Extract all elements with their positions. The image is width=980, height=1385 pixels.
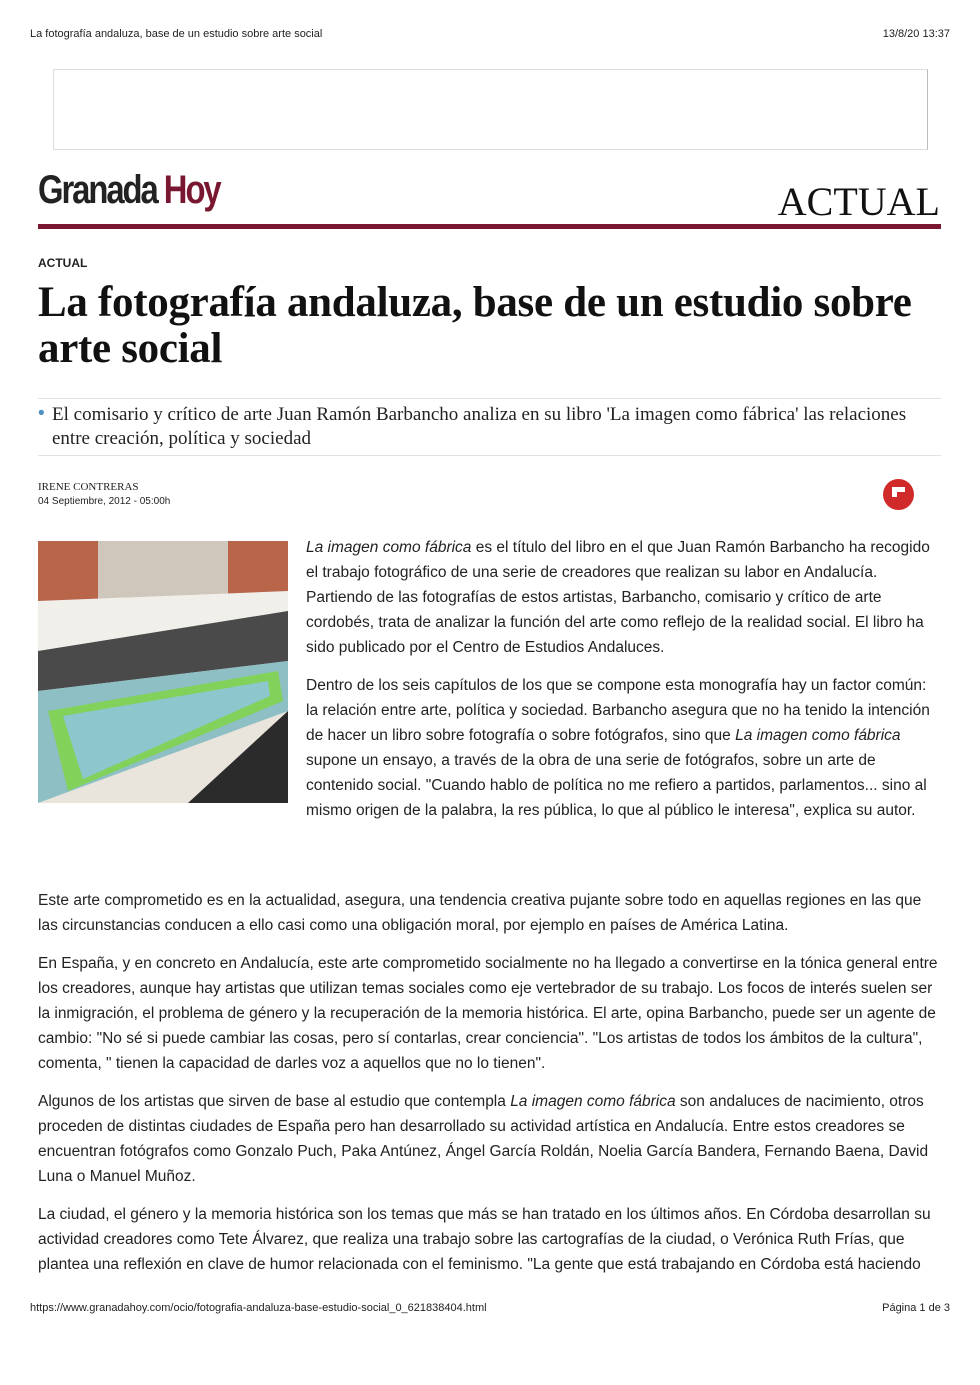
logo-text-granada: Granada	[38, 168, 157, 212]
print-footer-url: https://www.granadahoy.com/ocio/fotografia-andaluza-base-estudio-social_0_621838404.html	[30, 1302, 487, 1314]
paragraph	[38, 1089, 942, 1189]
print-footer-page: Página 1 de 3	[882, 1302, 950, 1314]
headline: La fotografía andaluza, base de un estudio sobre arte social	[38, 279, 912, 372]
paragraph: En España, y en concreto en Andalucía, este arte comprometido socialmente no ha llegado a convertirse en la tónica general entre los creadores, aunque hay artistas que utilizan temas sociales como eje vertebrador de su trabajo. Los focos de interés suelen ser la inmigración, el problema de género y la recuperación de la memoria histórica. El arte, opina Barbancho, puede ser un agente de cambio: "No sé si puede cambiar las cosas, pero sí contarlas, crear conciencia". "Los artistas de todos los ámbitos de la cultura", comenta, " tienen la capacidad de darles voz a aquellos que no lo tienen".	[38, 955, 938, 1072]
author[interactable]: IRENE CONTRERAS	[38, 481, 139, 493]
text: es el título del libro en el que Juan Ramón Barbancho ha recogido el trabajo fotográfico de una serie de creadores que realizan su labor en Andalucía. Partiendo de las fotografías de estos artistas, Barbancho, comisario y crítico de arte cordobés, trata de analizar la función del arte como reflejo de la realidad social. El libro ha sido publicado por el Centro de Estudios Andaluces.	[306, 539, 930, 656]
paragraph: Este arte comprometido es en la actualidad, asegura, una tendencia creativa pujante sobre todo en aquellas regiones en las que las circunstancias conducen a ello casi como una obligación moral, por ejemplo en países de América Latina.	[38, 892, 922, 934]
book-title: La imagen como fábrica	[510, 1093, 676, 1110]
paragraph: La ciudad, el género y la memoria histórica son los temas que más se han tratado en los últimos años. En Córdoba desarrollan su actividad creadores como Tete Álvarez, que realiza una trabajo sobre las cartografías de la ciudad, o Verónica Ruth Frías, que plantea una reflexión en clave de humor relacionada con el feminismo. "La gente que está trabajando en Córdoba está haciendo	[38, 1206, 931, 1273]
article-body	[38, 888, 942, 1290]
paragraph	[306, 535, 942, 660]
book-title: La imagen como fábrica	[735, 727, 901, 744]
site-logo[interactable]	[38, 168, 220, 213]
publish-date: 04 Septiembre, 2012 - 05:00h	[38, 496, 171, 507]
ad-placeholder	[53, 69, 928, 150]
article-body-top	[306, 535, 942, 836]
article-photo	[38, 541, 288, 803]
text: Dentro de los seis capítulos de los que se compone esta monografía hay un factor común: la relación entre arte, política y sociedad. Barbancho asegura que no ha tenido la intención de hacer un libro sobre fotografía o sobre fotógrafos, sino que	[306, 677, 930, 744]
book-title: La imagen como fábrica	[306, 539, 472, 556]
bullet-icon: •	[38, 403, 45, 424]
text: supone un ensayo, a través de la obra de una serie de fotógrafos, sobre un arte de contenido social. "Cuando hablo de política no me refiero a partidos, parlamentos... sino al mismo origen de la palabra, la res pública, lo que al público le interesa", explica su autor.	[306, 752, 927, 819]
text: son andaluces de nacimiento, otros proceden de distintas ciudades de España pero han desarrollado su actividad artística en Andalucía. Entre estos creadores se encuentran fotógrafos como Gonzalo Puch, Paka Antúnez, Ángel García Roldán, Noelia García Bandera, Fernando Baena, David Luna o Manuel Muñoz.	[38, 1093, 929, 1185]
flipboard-icon[interactable]	[883, 479, 914, 510]
print-header-datetime: 13/8/20 13:37	[882, 28, 950, 40]
logo-text-hoy: Hoy	[163, 168, 220, 212]
subheadline: El comisario y crítico de arte Juan Ramón Barbancho analiza en su libro 'La imagen como fábrica' las relaciones entre creación, política y sociedad	[52, 404, 907, 449]
print-header-title: La fotografía andaluza, base de un estudio sobre arte social	[30, 28, 323, 40]
section-title[interactable]: ACTUAL	[777, 179, 940, 224]
header-divider	[38, 224, 941, 229]
article-kicker[interactable]: ACTUAL	[38, 256, 88, 270]
text: Algunos de los artistas que sirven de base al estudio que contempla	[38, 1093, 511, 1110]
paragraph	[306, 673, 942, 823]
